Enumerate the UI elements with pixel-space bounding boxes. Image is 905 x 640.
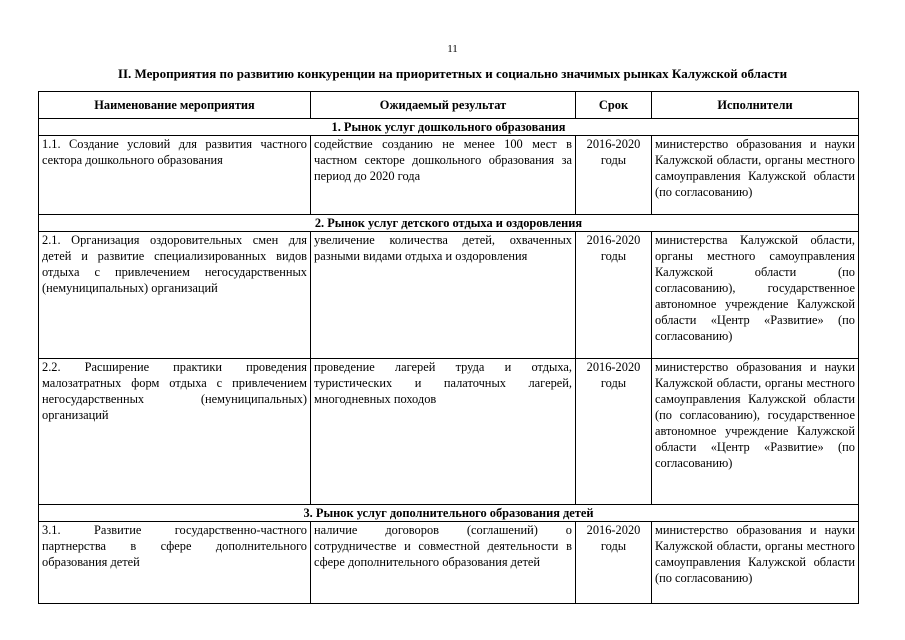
measures-table [38, 91, 859, 604]
table-row [39, 136, 859, 215]
cell-measure-name: 2.2. Расширение практики проведения малозатратных форм отдыха с привлечением негосударственных (немуниципальных) организаций [39, 359, 311, 505]
column-header-name: Наименование мероприятия [39, 92, 311, 119]
cell-term: 2016-2020 годы [576, 359, 652, 505]
table-row [39, 522, 859, 604]
cell-expected-result: наличие договоров (соглашений) о сотрудничестве и совместной деятельности в сфере дополнительного образования детей [311, 522, 576, 604]
group-row [39, 215, 859, 232]
cell-expected-result: увеличение количества детей, охваченных разными видами отдыха и оздоровления [311, 232, 576, 359]
cell-measure-name: 1.1. Создание условий для развития частного сектора дошкольного образования [39, 136, 311, 215]
cell-expected-result: содействие созданию не менее 100 мест в частном секторе дошкольного образования за период до 2020 года [311, 136, 576, 215]
cell-executors: министерство образования и науки Калужской области, органы местного самоуправления Калужской области (по согласованию), государственное автономное учреждение Калужской области «Центр «Развитие» (по согласованию) [652, 359, 859, 505]
cell-measure-name: 2.1. Организация оздоровительных смен для детей и развитие специализированных видов отдыха с привлечением негосударственных (немуниципальных) организаций [39, 232, 311, 359]
cell-term: 2016-2020 годы [576, 522, 652, 604]
group-title: 2. Рынок услуг детского отдыха и оздоровления [39, 215, 859, 232]
column-header-executors: Исполнители [652, 92, 859, 119]
cell-executors: министерство образования и науки Калужской области, органы местного самоуправления Калужской области (по согласованию) [652, 136, 859, 215]
cell-term: 2016-2020 годы [576, 232, 652, 359]
cell-measure-name: 3.1. Развитие государственно-частного партнерства в сфере дополнительного образования детей [39, 522, 311, 604]
table-row [39, 232, 859, 359]
section-title: II. Мероприятия по развитию конкуренции на приоритетных и социально значимых рынках Калужской области [117, 66, 788, 81]
cell-expected-result: проведение лагерей труда и отдыха, туристических и палаточных лагерей, многодневных походов [311, 359, 576, 505]
group-row [39, 505, 859, 522]
cell-term: 2016-2020 годы [576, 136, 652, 215]
cell-executors: министерство образования и науки Калужской области, органы местного самоуправления Калужской области (по согласованию) [652, 522, 859, 604]
page-number: 11 [447, 43, 458, 55]
cell-executors: министерства Калужской области, органы местного самоуправления Калужской области (по согласованию), государственное автономное учреждение Калужской области «Центр «Развитие» (по согласованию) [652, 232, 859, 359]
table-header-row [39, 92, 859, 119]
group-row [39, 119, 859, 136]
group-title: 3. Рынок услуг дополнительного образования детей [39, 505, 859, 522]
column-header-result: Ожидаемый результат [311, 92, 576, 119]
column-header-term: Срок [576, 92, 652, 119]
group-title: 1. Рынок услуг дошкольного образования [39, 119, 859, 136]
table-row [39, 359, 859, 505]
